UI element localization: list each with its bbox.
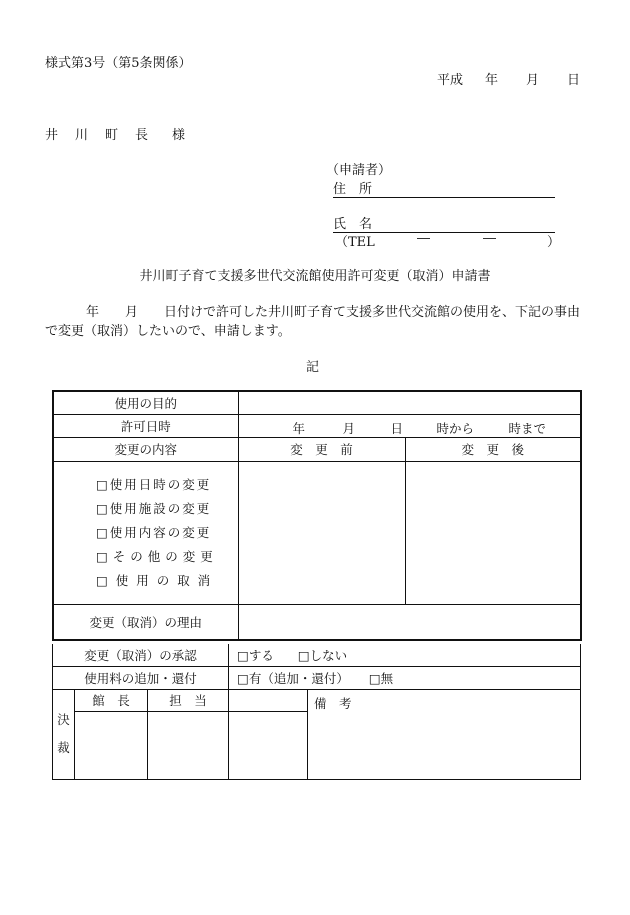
permit-datetime-field[interactable] [238, 414, 581, 437]
purpose-field[interactable] [238, 391, 581, 414]
permit-label: 許可日時 [53, 414, 238, 437]
checkbox-change-content[interactable]: □使用内容の変更 [96, 524, 212, 540]
decision-label [53, 689, 75, 779]
tel-close: ） [547, 235, 561, 250]
body-line-2: で変更（取消）したいので、申請します。 [45, 324, 291, 339]
approval-options [229, 644, 581, 666]
reason-field[interactable] [238, 604, 581, 640]
name-field[interactable] [333, 213, 555, 233]
fee-yes-checkbox[interactable]: □有（追加・還付） [237, 670, 349, 686]
applicant-heading: （申請者） [326, 163, 392, 178]
tel-line[interactable] [335, 231, 561, 250]
checkbox-change-other[interactable]: □その他の変更 [96, 548, 218, 564]
addressee-honorific: 様 [172, 128, 186, 143]
purpose-label: 使用の目的 [53, 391, 238, 414]
change-details-table [52, 390, 582, 641]
fee-options [229, 666, 581, 689]
tel-dash-1: ― [417, 231, 430, 246]
after-label: 変 更 後 [405, 437, 581, 461]
approval-no-checkbox[interactable]: □しない [297, 647, 348, 663]
approval-yes-checkbox[interactable]: □する [237, 647, 274, 663]
tel-open: （TEL [335, 235, 375, 250]
address-field[interactable] [333, 178, 555, 198]
form-number: 様式第3号（第5条関係） [45, 56, 192, 71]
staff-label: 担 当 [148, 689, 229, 711]
date-month: 月 [526, 73, 540, 88]
remarks-label: 備 考 [314, 695, 352, 711]
body-line-1: 年 月 日付けで許可した井川町子育て支援多世代交流館の使用を、下記の事由 [86, 305, 581, 320]
date-era: 平成 [437, 73, 464, 88]
permit-from: 時から [436, 420, 475, 436]
checkbox-change-datetime[interactable]: □使用日時の変更 [96, 476, 212, 492]
decision-char-1: 決 [57, 712, 70, 727]
addressee-name: 井 川 町 長 [45, 128, 151, 143]
before-label: 変 更 前 [238, 437, 405, 461]
date-line [437, 69, 580, 88]
fee-label: 使用料の追加・還付 [53, 666, 229, 689]
change-content-label: 変更の内容 [53, 437, 238, 461]
approval-label: 変更（取消）の承認 [53, 644, 229, 666]
permit-month: 月 [342, 420, 356, 436]
fee-no-checkbox[interactable]: □無 [368, 670, 394, 686]
seal-blank-header [229, 689, 308, 711]
ki-marker: 記 [306, 360, 320, 375]
date-day: 日 [567, 73, 581, 88]
before-field[interactable] [238, 461, 405, 604]
document-title: 井川町子育て支援多世代交流館使用許可変更（取消）申請書 [139, 269, 491, 284]
name-label: 氏 名 [333, 217, 373, 232]
date-year: 年 [485, 73, 499, 88]
remarks-cell[interactable] [308, 689, 581, 779]
address-label: 住 所 [333, 182, 373, 197]
director-seal-field[interactable] [75, 711, 148, 779]
change-type-options [53, 461, 238, 604]
checkbox-change-facility[interactable]: □使用施設の変更 [96, 500, 212, 516]
permit-to: 時まで [508, 420, 547, 436]
permit-day: 日 [390, 420, 404, 436]
permit-year: 年 [292, 420, 306, 436]
checkbox-cancel[interactable]: □ 使 用 の 取 消 [96, 572, 213, 588]
decision-char-2: 裁 [57, 740, 70, 755]
extra-seal-field[interactable] [229, 711, 308, 779]
staff-seal-field[interactable] [148, 711, 229, 779]
addressee [45, 124, 185, 143]
after-field[interactable] [405, 461, 581, 604]
tel-dash-2: ― [483, 231, 496, 246]
director-label: 館 長 [75, 689, 148, 711]
reason-label: 変更（取消）の理由 [53, 604, 238, 640]
office-use-table [52, 644, 581, 780]
